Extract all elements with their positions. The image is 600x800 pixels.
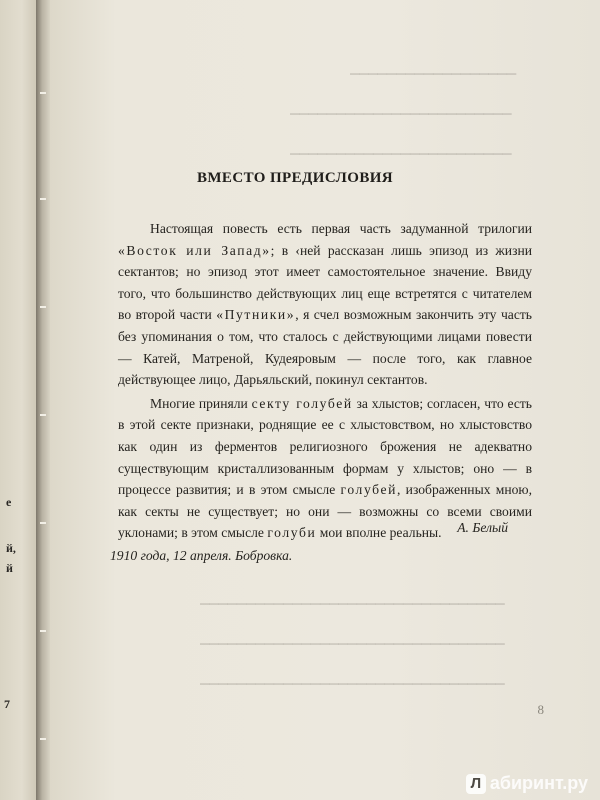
emphasized-title: «Восток или Запад» [118,242,271,258]
text-run: Многие приняли [150,395,252,411]
text-run: , изображенных мною, как секты не существует; но они — возможны со всеми своими уклонами; в этом смысле [118,482,532,541]
page-title: ВМЕСТО ПРЕДИСЛОВИЯ [196,170,394,186]
emphasized-term: секту голубей [251,395,353,411]
author-signature: А. Белый [457,520,508,535]
text-run: ; в ‹ней рассказан лишь эпизод из жизни сектантов; но эпизод этот имеет самостоятельное значение. Ввиду того, что большинство действующих лиц еще встретятся с читателем во второй части [118,242,532,323]
binding-stitch [40,630,46,632]
show-through-texture: ▁▁▁▁▁▁▁▁▁▁▁▁▁▁▁▁▁▁▁▁▁▁▁▁▁▁▁▁▁▁▁▁▁ [200,671,505,685]
binding-stitch [40,738,46,740]
left-page-fragment: й [6,561,13,575]
labirint-watermark [466,773,588,794]
binding-stitch [40,198,46,200]
watermark-text: абиринт.ру [489,773,588,793]
show-through-texture: ▁▁▁▁▁▁▁▁▁▁▁▁▁▁▁▁▁▁▁▁▁▁▁▁▁▁▁▁▁▁▁▁▁ [200,631,505,645]
book-page [50,0,600,800]
show-through-texture: ▁▁▁▁▁▁▁▁▁▁▁▁▁▁▁▁▁▁▁▁▁▁▁▁▁▁▁▁▁▁▁▁▁ [200,591,505,605]
body-text [118,218,532,544]
page-number: 8 [537,702,544,717]
binding-stitch [40,522,46,524]
left-page-fragment: й, [6,541,16,555]
binding-stitch [40,92,46,94]
left-page [0,0,36,800]
paragraph-1 [118,218,532,391]
emphasized-term: голубей [340,482,398,498]
dateline: 1910 года, 12 апреля. Бобровка. [110,548,293,563]
book-spine [36,0,50,800]
text-run: , я счел возможным закончить эту часть без упоминания о том, что сталось с действующими лицами повести — Катей, Матреной, Кудеяровым — после того, как главное действующее лицо, Дарьяльский, покинул сектантов. [118,307,532,388]
binding-stitch [40,414,46,416]
labirint-logo-icon: Л [466,774,486,794]
show-through-texture: ▁▁▁▁▁▁▁▁▁▁▁▁▁▁▁▁▁▁▁▁▁▁▁▁ [290,141,512,155]
show-through-texture: ▁▁▁▁▁▁▁▁▁▁▁▁▁▁▁▁▁▁ [350,61,517,75]
text-run: Настоящая повесть есть первая часть задуманной трилогии [150,221,532,236]
emphasized-term: голуби [267,525,317,541]
emphasized-title: «Путники» [216,307,296,323]
left-page-fragment: e [6,495,12,509]
show-through-texture: ▁▁▁▁▁▁▁▁▁▁▁▁▁▁▁▁▁▁▁▁▁▁▁▁ [290,101,512,115]
binding-stitch [40,306,46,308]
left-page-number: 7 [4,697,10,711]
text-run: мои вполне реальны. [316,525,442,541]
text-run: за хлыстов; согласен, что есть в этой секте признаки, роднящие ее с хлыстовством, но хлыстовство как один из ферментов религиозного брожения не адекватно существующим кристаллизованным формам у хлыстов; оно — в процессе развития; и в этом смысле [118,395,532,498]
